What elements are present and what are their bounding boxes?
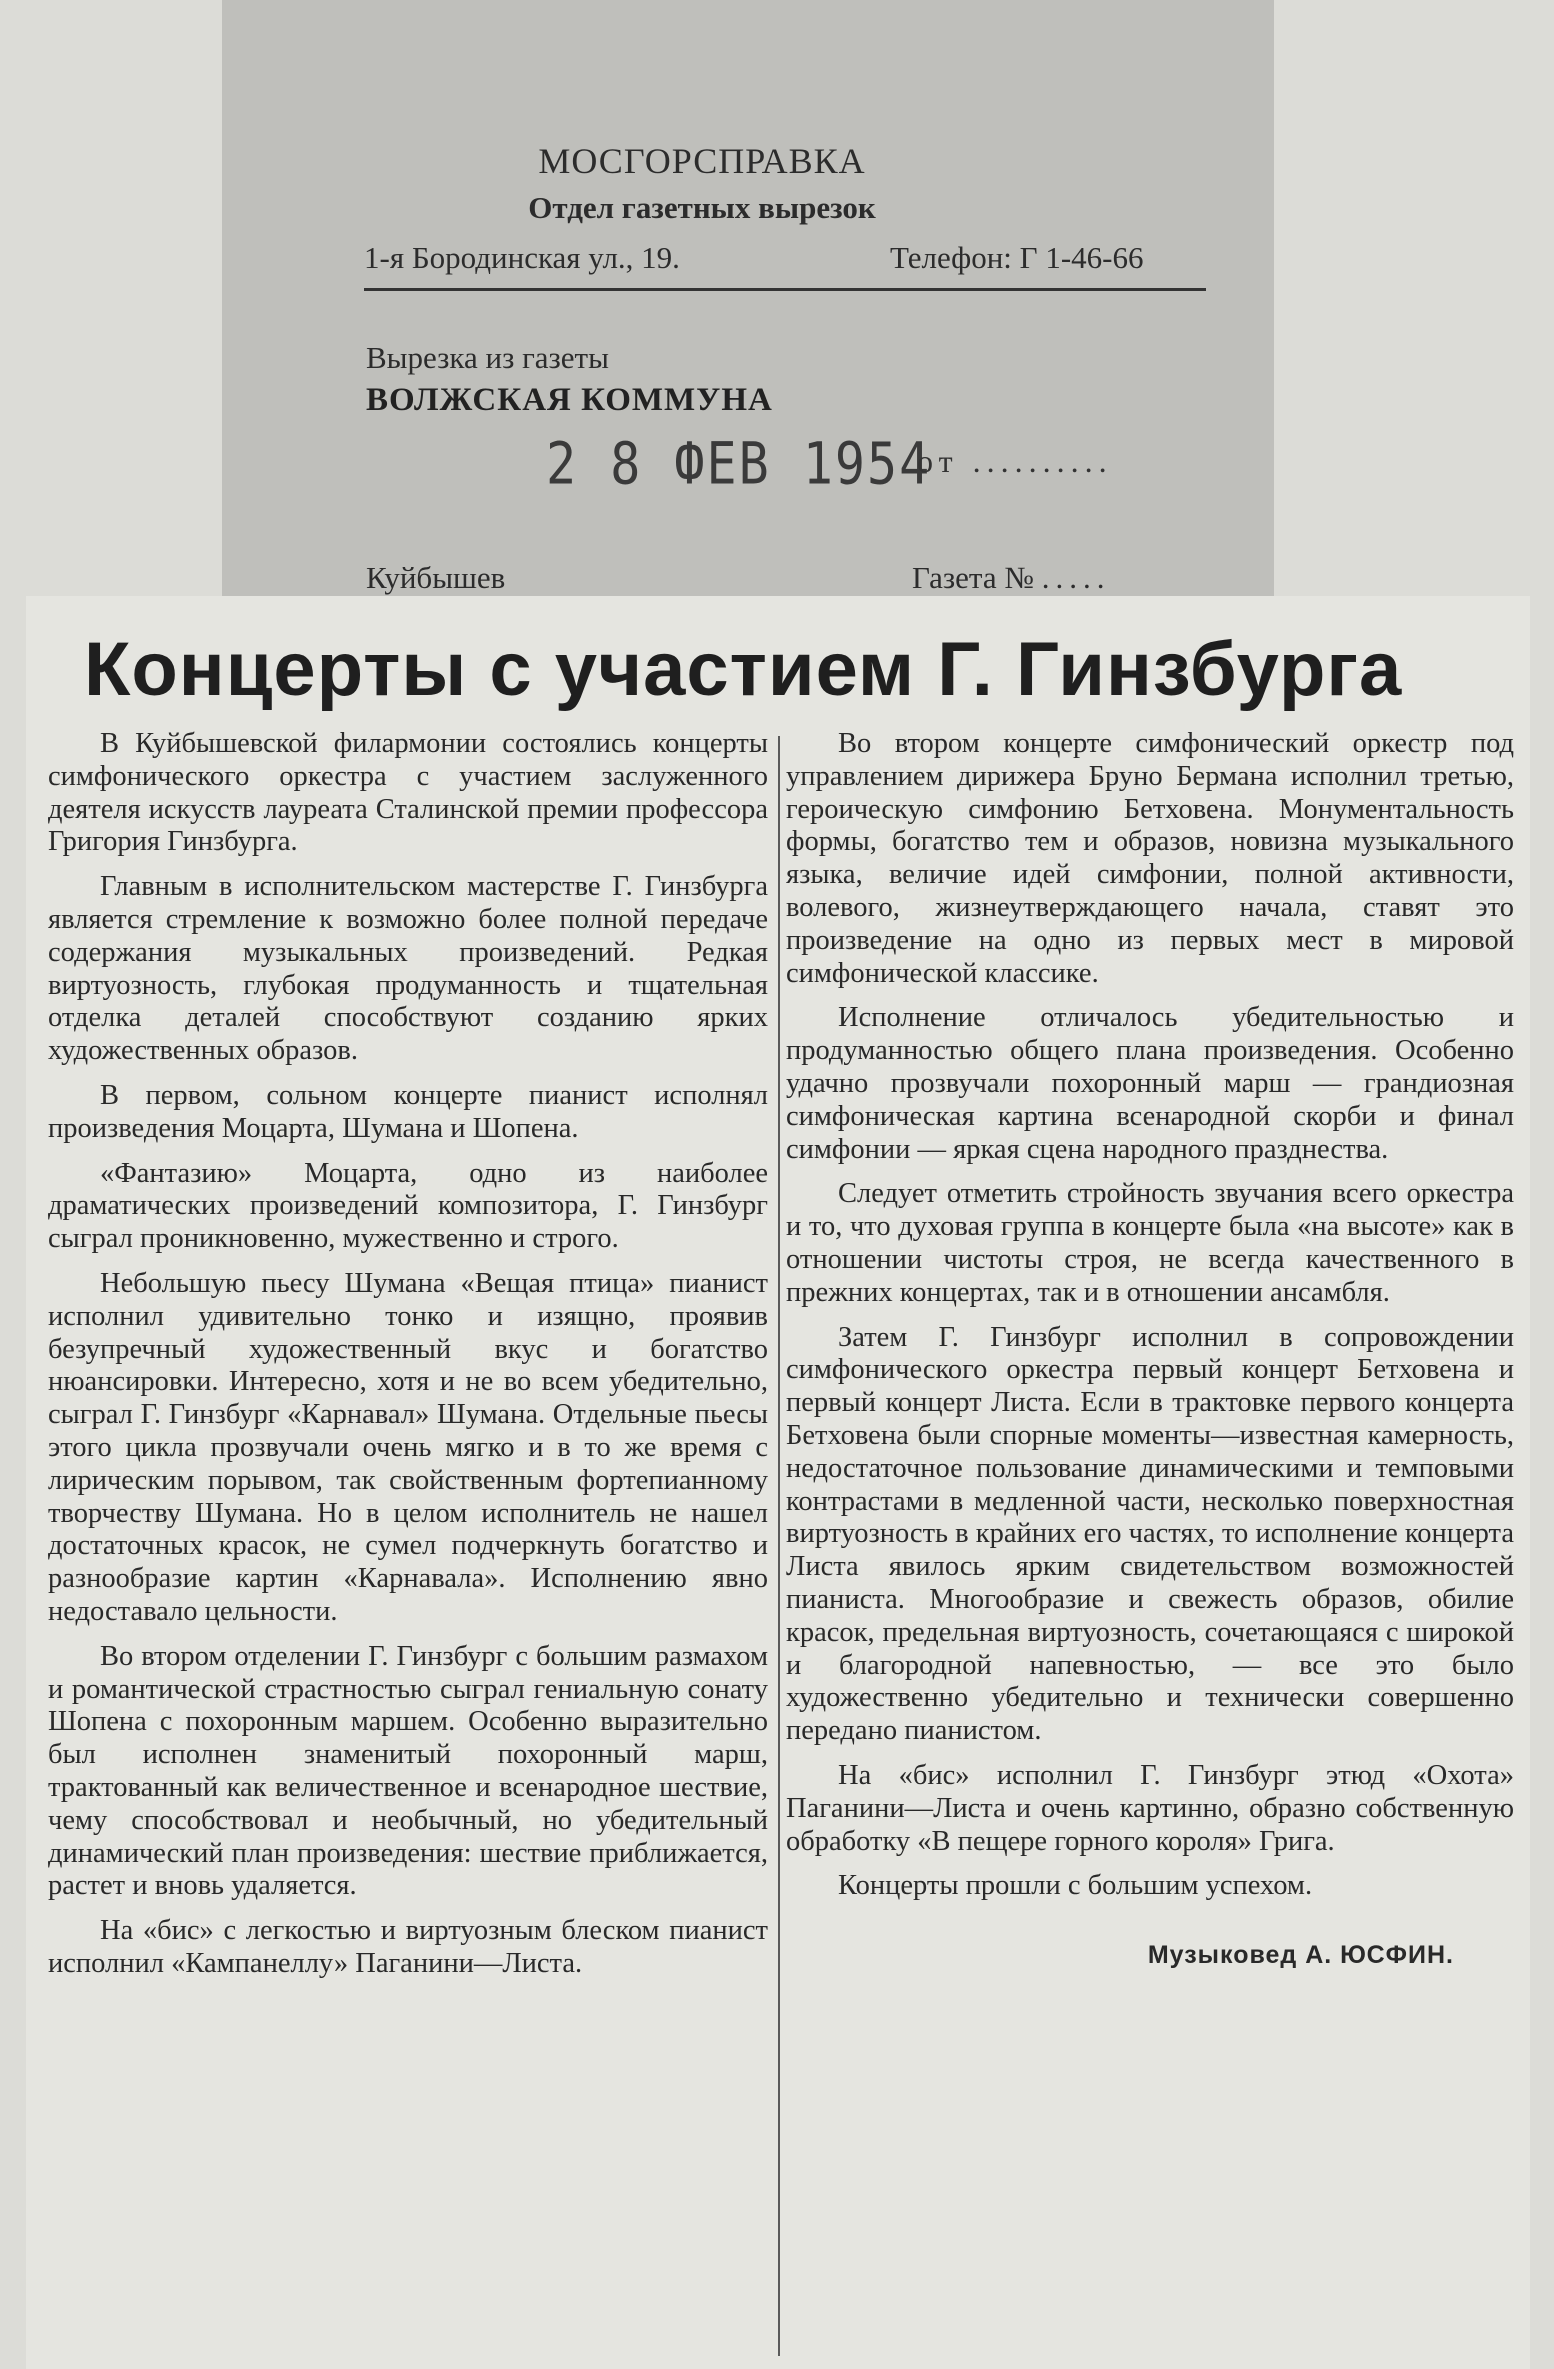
newspaper-name: ВОЛЖСКАЯ КОММУНА [366,382,773,418]
paragraph: В первом, сольном концерте пианист исполнял произведения Моцарта, Шумана и Шопена. [48,1079,768,1144]
article-column-left [48,728,768,1993]
clipping-service-header [222,0,1274,600]
paragraph: Концерты прошли с большим успехом. [838,1870,1313,1902]
paragraph: В Куйбышевской филармонии состоялись концерты симфонического оркестра с участием заслуженного деятеля искусств лауреата Сталинской премии профессора Григория Гинзбурга. [48,728,768,858]
header-divider [364,288,1206,291]
article-title: Концерты с участием Г. Гинзбурга [84,627,1403,712]
department-name: Отдел газетных вырезок [528,190,876,225]
agency-address: 1-я Бородинская ул., 19. [364,240,680,275]
date-suffix: от .......... [917,443,1113,479]
paragraph: «Фантазию» Моцарта, одно из наиболее драматических произведений композитора, Г. Гинзбург сыграл проникновенно, мужественно и строго. [48,1157,768,1255]
agency-name: МОСГОРСПРАВКА [538,141,866,181]
paragraph: Во втором концерте симфонический оркестр под управлением дирижера Бруно Бермана исполнил третью, героическую симфонию Бетховена. Монументальность формы, богатство тем и образов, новизна музыкального языка, величие идей симфонии, полной активности, волевого, жизнеутверждающего начала, ставят это произведение на одно из первых мест в мировой симфонической классике. [786,728,1514,989]
city-name: Куйбышев [366,560,506,595]
column-divider [778,736,780,2356]
paragraph: Следует отметить стройность звучания всего оркестра и то, что духовая группа в концерте была «на высоте» как в отношении чистоты строя, не всегда качественного в прежних концертах, так и в отношении ансамбля. [786,1178,1514,1308]
paragraph: Главным в исполнительском мастерстве Г. Гинзбурга является стремление к возможно более полной передаче содержания музыкальных произведений. Редкая виртуозность, глубокая продуманность и тщательная отделка деталей способствуют созданию ярких художественных образов. [48,871,768,1067]
paragraph: На «бис» исполнил Г. Гинзбург этюд «Охота» Паганини—Листа и очень картинно, образно собственную обработку «В пещере горного короля» Грига. [786,1759,1514,1857]
cut-label: Вырезка из газеты [366,340,609,375]
agency-phone: Телефон: Г 1-46-66 [890,240,1144,275]
paragraph: Небольшую пьесу Шумана «Вещая птица» пианист исполнил удивительно тонко и изящно, проявив безупречный художественный вкус и богатство нюансировки. Интересно, хотя и не во всем убедительно, сыграл Г. Гинзбург «Карнавал» Шумана. Отдельные пьесы этого цикла прозвучали очень мягко и в то же время с лирическим порывом, так свойственным фортепианному творчеству Шумана. Но в целом исполнитель не нашел достаточных красок, не сумел подчеркнуть богатство и разнообразие картин «Карнавала». Исполнению явно недоставало цельности. [48,1267,768,1627]
article-column-right [786,728,1514,1972]
issue-number [912,560,1110,596]
author-signature: Музыковед А. ЮСФИН. [1147,1941,1454,1970]
paragraph: Исполнение отличалось убедительностью и продуманностью общего плана произведения. Особенно удачно прозвучали похоронный марш — грандиозная симфоническая картина всенародной скорби и финал симфонии — яркая сцена народного празднества. [786,1002,1514,1165]
paragraph: Во втором отделении Г. Гинзбург с большим размахом и романтической страстностью сыграл гениальную сонату Шопена с похоронным маршем. Особенно выразительно был исполнен знаменитый похоронный марш, трактованный как величественное и всенародное шествие, чему способствовал и необычный, но убедительный динамический план произведения: шествие приближается, растет и вновь удаляется. [48,1640,768,1902]
newspaper-clipping [26,596,1530,2369]
paragraph: На «бис» с легкостью и виртуозным блеском пианист исполнил «Кампанеллу» Паганини—Листа. [48,1915,768,1979]
paragraph: Затем Г. Гинзбург исполнил в сопровождении симфонического оркестра первый концерт Бетховена и первый концерт Листа. Если в трактовке первого концерта Бетховена были спорные моменты—известная камерность, недостаточное пользование динамическими и темповыми контрастами в медленной части, несколько поверхностная виртуозность в крайних его частях, то исполнение концерта Листа явилось ярким свидетельством возможностей пианиста. Многообразие и свежесть образов, обилие красок, предельная виртуозность, сочетающаяся с широкой и благородной напевностью, — все это было художественно убедительно и технически совершенно передано пианистом. [786,1321,1514,1747]
date-stamp: 2 8 ФЕВ 1954 [546,430,932,498]
issue-dots: ..... [1041,560,1111,595]
issue-label: Газета № [912,560,1034,595]
